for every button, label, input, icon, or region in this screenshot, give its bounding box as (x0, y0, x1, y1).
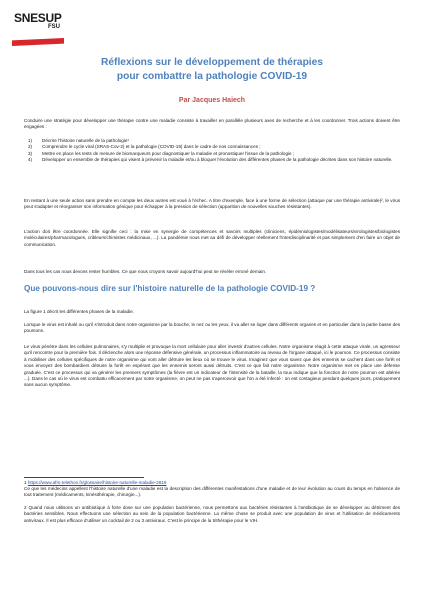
footnote-1-link[interactable]: https://www.afm-telethon.fr/glossaire/histoire-naturelle-maladie-2818 (27, 480, 167, 485)
list-number: 4) (28, 157, 33, 163)
logo-text: SNESUP (14, 11, 62, 25)
paragraph-inhalation: Lorsque le virus est inhalé ou qu'il s'introduit dans notre organisme par la bouche, le nez ou les yeux, il va aller se loger dans différents organes et en particulier dans la partie basse des poumons. (24, 322, 400, 334)
footnote-1-number: 1 (24, 480, 28, 485)
list-number: 3) (28, 150, 33, 156)
paragraph-coordination: L'action doit être coordonnée. Elle signifie ceci : la mise en synergie de compétences et savoirs multiples (cliniciens, épidémiologistes/modélisateurs/virologistes/biologistes moléculaires/pharmacologues, cribleurs/chimistes médicinaux, ...). La pandémie nous met au défi de développer réellement l'interdisciplinarité et pas simplement d'en faire un objet de communication. (24, 229, 400, 247)
list-number: 1) (28, 138, 33, 143)
section-heading: Que pouvons-nous dire sur l'histoire naturelle de la pathologie COVID-19 ? (24, 284, 316, 293)
paragraph-humility: Dans tous les cas nous devons rester humbles. Ce que nous croyons savoir aujourd'hui peut se révéler erroné demain. (24, 269, 267, 274)
document-title (40, 56, 384, 84)
logo-red-bar (12, 38, 64, 46)
list-text: Développer un ensemble de thérapies qui visent à prévenir la maladie et/ou à bloquer l'évolution des différentes phases de la pathologie décrites dans son histoire naturelle. (42, 157, 393, 163)
paragraph-selection: En restant à une seule action sans prendre en compte les deux autres est voué à l'échec. A titre d'exemple, face à une forme de sélection (attaque par une thérapie antivirale)², le virus peut s'adapter et réorganiser son information génique pour échapper à la pression de sélection (apparition de nouvelles souches résistantes). (24, 198, 400, 210)
title-line-2: pour combattre la pathologie COVID-19 (116, 71, 308, 82)
list-item (28, 157, 398, 163)
list-text: Décrire l'histoire naturelle de la pathologie¹ (42, 138, 129, 143)
list-text: Mettre en place les tests de mesure de biomarqueurs pour diagnostiquer la maladie et pronostiquer l'issue de la pathologie ; (42, 150, 295, 156)
paragraph-figure-ref: La figure 1 décrit les différentes phases de la maladie. (24, 309, 134, 314)
list-text: Comprendre le cycle viral (SRAS-Cov-2) et la pathologie (COVID-19) dans le cadre de nos connaissances ; (42, 144, 261, 150)
intro-paragraph: Conduire une stratégie pour développer une thérapie contre une maladie consiste à travailler en parallèle plusieurs axes de recherche et à les coordonner. Trois actions doivent être engagées : (24, 118, 400, 130)
paragraph-infection: Le virus pénètre dans les cellules pulmonaires, s'y multiplie et provoque la mort cellulaire pour aller investir d'autres cellules. Notre organisme réagit à cette attaque virale, un agresseur qu'il rencontre pour la première fois. Il déclenche alors une réponse défensive générale, un processus inflammatoire au niveau de l'organe attaqué, ici le poumon. Ce processus consiste à mobiliser des cellules spécifiques de notre organisme qui vont aller détruire les lieux où se trouve le virus. Imaginez que vous savez que des ennemis se cachent dans une forêt et vous envoyez des bombardiers détruire la forêt en espérant que les ennemis seront aussi détruits. C'est ce que fait notre organisme. Notre organisme met en place une défense graduée. C'est ce processus qui va générer les premiers symptômes (la fièvre est un indicateur de l'intensité de la bataille, la toux indique que la fonction de notre poumon est altérée ...). Dans le cas où le virus est combattu efficacement par notre organisme, on peut ne pas s'apercevoir que l'on a été infecté : on est contagieux pendant quelques jours, pratiquement sans aucun symptôme. (24, 344, 400, 388)
footnote-divider (24, 477, 144, 478)
title-line-1: Réflexions sur le développement de thérapies (101, 57, 323, 68)
list-number: 2) (28, 144, 33, 150)
author-line: Par Jacques Haiech (178, 97, 246, 104)
logo-sub-text: FSU (48, 24, 60, 30)
snesup-logo (12, 8, 64, 48)
footnote-1-text: Ce que les médecins appellent l'histoire naturelle d'une maladie est la description des différentes manifestations d'une maladie et de leur évolution au cours du temps en l'absence de tout traitement (médicaments, kinésithérapie, chirurgie...). (24, 486, 400, 498)
action-list (28, 138, 398, 164)
footnote-2: 2 Quand nous utilisons un antibiotique à forte dose sur une population bactérienne, nous permettons aux bactéries résistantes à l'antibiotique de se développer au détriment des bactéries sensibles. Nous effectuons une sélection au sein de la population bactérienne. La même chose se produit avec une population de virus et l'utilisation de médicaments antiviraux. Il est plus efficace d'utiliser un cocktail de 2 ou 3 antiviraux. C'est le principe de la trithérapie pour le VIH. (24, 505, 400, 523)
